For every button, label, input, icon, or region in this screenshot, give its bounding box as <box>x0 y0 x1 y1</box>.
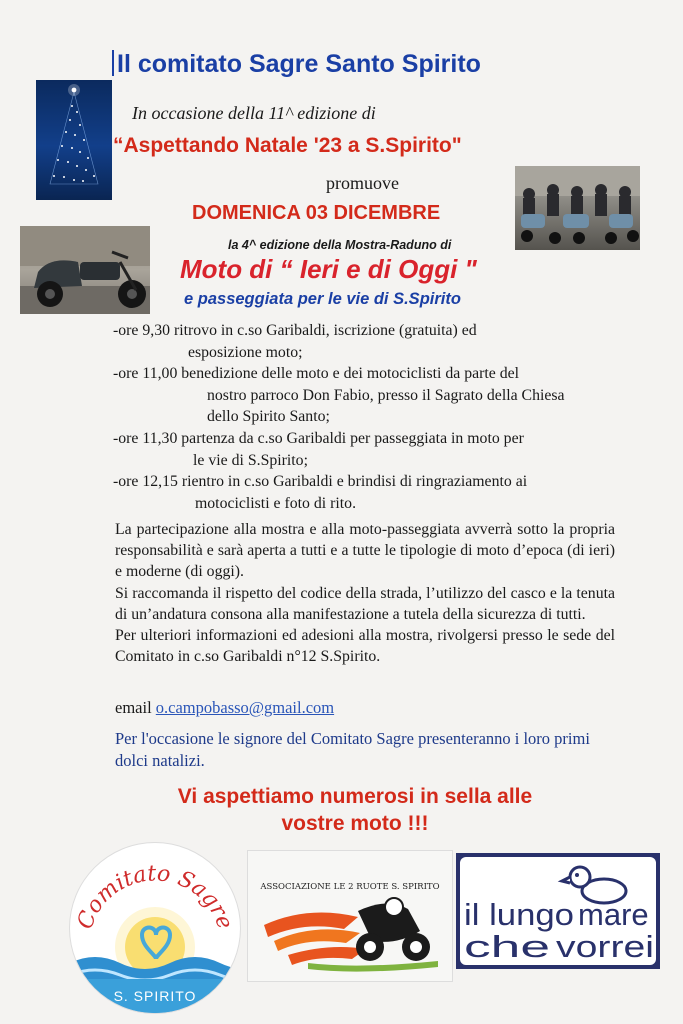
info-paragraph-participation: La partecipazione alla mostra e alla moto-passeggiata avverrà sotto la propria responsabilità e sarà aperta a tutti e a tutte le tipologie di moto d’epoca (di ieri) e moderne (di oggi). <box>115 521 615 581</box>
sidecar-motorcycle-photo <box>20 226 150 314</box>
lungomare-line-1: il lungo <box>464 897 574 932</box>
riders-group-photo <box>515 166 640 250</box>
flyer-title <box>112 50 481 79</box>
edition-line: la 4^ edizione della Mostra-Raduno di <box>228 238 452 252</box>
ride-subtitle: e passeggiata per le vie di S.Spirito <box>184 290 461 308</box>
moto-title: Moto di “ Ieri e di Oggi " <box>180 254 477 284</box>
schedule-item-time-line: -ore 11,30 partenza da c.so Garibaldi per passeggiata in moto per <box>113 429 524 447</box>
christmas-tree-image <box>36 80 112 200</box>
welcome-line-1: Vi aspettiamo numerosi in sella alle <box>177 785 533 808</box>
schedule-item-continuation: motociclisti e foto di rito. <box>195 494 357 512</box>
schedule-item <box>113 363 623 428</box>
email-line <box>115 698 334 718</box>
lungomare-mare-text: mare <box>578 897 649 932</box>
intro-line: In occasione della 11^ edizione di <box>132 103 376 123</box>
welcome-message <box>90 783 620 837</box>
event-name: “Aspettando Natale '23 a S.Spirito" <box>113 134 462 157</box>
il-lungomare-che-vorrei-logo <box>456 853 660 969</box>
schedule-item-time-line: -ore 9,30 ritrovo in c.so Garibaldi, iscrizione (gratuita) ed <box>113 322 477 339</box>
schedule-item-time-line: -ore 12,15 rientro in c.so Garibaldi e brindisi di ringraziamento ai <box>113 473 528 491</box>
promotes-line: promuove <box>326 173 399 193</box>
schedule-item <box>113 471 623 514</box>
flyer-title-text: Il comitato Sagre Santo Spirito <box>117 50 481 78</box>
associazione-due-ruote-logo <box>248 851 452 981</box>
comitato-sagre-logo <box>70 843 240 1013</box>
email-link[interactable]: o.campobasso@gmail.com <box>155 698 335 717</box>
info-paragraph-contacts: Per ulteriori informazioni ed adesioni alla mostra, rivolgersi presso le sede del Comitato in c.so Garibaldi n°12 S.Spirito. <box>115 627 615 666</box>
assoc-text: ASSOCIAZIONE LE 2 RUOTE S. SPIRITO <box>260 882 440 892</box>
comitato-place-text: S. SPIRITO <box>113 988 197 1004</box>
schedule-item-continuation: dello Spirito Santo; <box>207 408 330 426</box>
schedule-list <box>113 320 623 514</box>
event-date: DOMENICA 03 DICEMBRE <box>192 202 441 224</box>
lungomare-line-2a: che <box>464 929 550 964</box>
schedule-item-continuation: nostro parroco Don Fabio, presso il Sagrato della Chiesa <box>207 386 565 404</box>
schedule-item <box>113 428 623 471</box>
email-label: email <box>115 698 152 717</box>
schedule-item-time-line: -ore 11,00 benedizione delle moto e dei motociclisti da parte del <box>113 365 520 383</box>
schedule-item <box>113 320 623 363</box>
info-section <box>115 519 615 667</box>
info-paragraph-safety: Si raccomanda il rispetto del codice della strada, l’utilizzo del casco e la tenuta di un’andatura consona alla manifestazione a tutela della sicurezza di tutti. <box>115 584 615 623</box>
lungomare-line-2b: vorrei <box>556 929 654 964</box>
closing-note: Per l'occasione le signore del Comitato Sagre presenteranno i loro primi dolci natalizi. <box>115 729 590 770</box>
schedule-item-continuation: esposizione moto; <box>188 343 303 361</box>
text-cursor <box>112 50 114 76</box>
welcome-line-2: vostre moto !!! <box>281 812 429 835</box>
comitato-script-text: Comitato Sagre <box>72 861 238 933</box>
schedule-item-continuation: le vie di S.Spirito; <box>193 451 308 469</box>
